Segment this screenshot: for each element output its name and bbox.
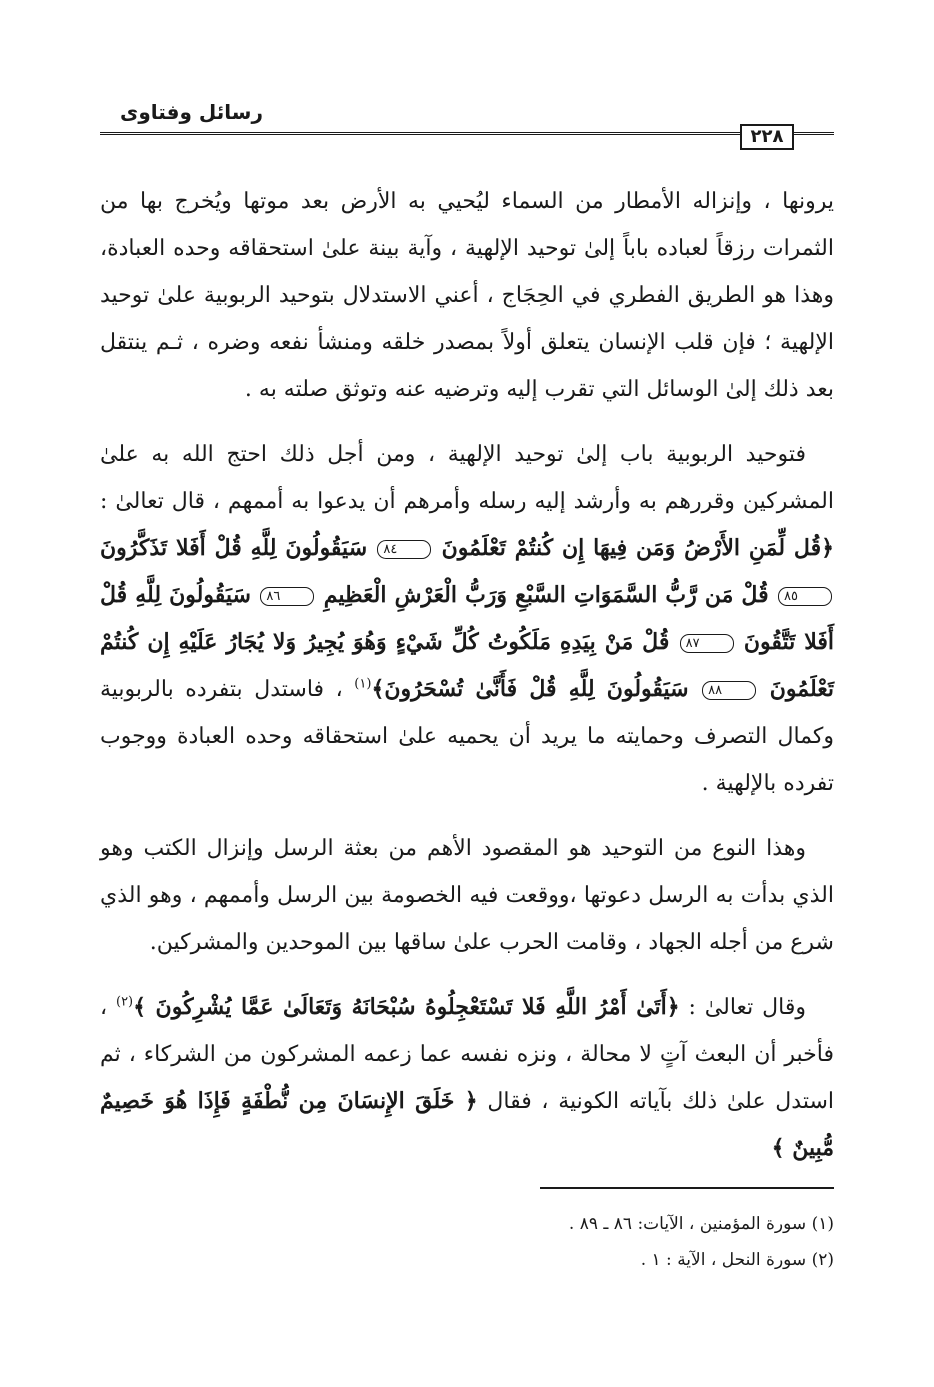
paragraph-3: وهذا النوع من التوحيد هو المقصود الأهم من بعثة الرسل وإنزال الكتب وهو الذي بدأت به الرسل دعوتها ،ووقعت فيه الخصومة بين الرسل وأممهم ، وهو الذي شرع من أجله الجهاد ، وقامت الحرب علىٰ ساقها بين الموحدين والمشركين. [100, 836, 834, 955]
page-number: ٢٢٨ [740, 124, 794, 150]
ayah-number-88: ٨٨ [702, 681, 756, 700]
header-rule-left [100, 132, 740, 135]
ayah-number-87: ٨٧ [680, 634, 734, 653]
quran-verse-1f: سَيَقُولُونَ لِلَّهِ قُلْ فَأَنَّىٰ تُسْحَرُونَ﴾ [371, 676, 689, 702]
paragraph-2-intro: فتوحيد الربوبية باب إلىٰ توحيد الإلهية ، ومن أجل ذلك احتج الله به علىٰ المشركين وقررهم به وأرشد إليه رسله وأمرهم أن يدعوا به أممهم ، قال تعالىٰ : [100, 442, 834, 514]
footnote-separator [540, 1187, 834, 1189]
paragraph-2-outro: ، فاستدل بتفرده بالربوبية وكمال التصرف وحمايته ما يريد أن يحميه علىٰ استحقاقه وحده العبادة ووجوب تفرده بالإلهية . [100, 677, 834, 796]
quran-verse-1e: قُلْ مَنْ بِيَدِهِ مَلَكُوتُ كُلِّ شَيْءٍ وَهُوَ يُجِيرُ وَلا يُجَارُ عَلَيْهِ إِن كُنتُمْ تَعْلَمُونَ [100, 629, 834, 702]
quran-verse-1c: قُلْ مَن رَّبُّ السَّمَوَاتِ السَّبْعِ وَرَبُّ الْعَرْشِ الْعَظِيمِ [323, 582, 769, 608]
footnote-2: (٢) سورة النحل ، الآية : ١ . [640, 1250, 834, 1270]
quran-verse-3: ﴿ خَلَقَ الإِنسَانَ مِن نُّطْفَةٍ فَإِذَا هُوَ خَصِيمٌ مُّبِينٌ ﴾ [100, 1088, 834, 1161]
paragraph-2 [100, 431, 834, 807]
ayah-number-86: ٨٦ [260, 587, 314, 606]
ayah-number-85: ٨٥ [778, 587, 832, 606]
paragraph-1: يرونها ، وإنزاله الأمطار من السماء ليُحيي به الأرض بعد موتها ويُخرج بها من الثمرات رزقاً لعباده باباً إلىٰ توحيد الإلهية ، وآية بينة علىٰ استحقاقه وحده العبادة، وهذا هو الطريق الفطري في الحِجَاج ، أعني الاستدلال بتوحيد الربوبية علىٰ توحيد الإلهية ؛ فإن قلب الإنسان يتعلق أولاً بمصدر خلقه ومنشأ نفعه وضره ، ثـم ينتقل بعد ذلك إلىٰ الوسائل التي تقرب إليه وترضيه عنه وتوثق صلته به . [100, 189, 834, 402]
ayah-number-84: ٨٤ [377, 540, 431, 559]
footnote-ref-2: (٢) [115, 994, 134, 1010]
footnote-1: (١) سورة المؤمنين ، الآيات: ٨٦ ـ ٨٩ . [568, 1214, 834, 1234]
paragraph-4-intro: وقال تعالىٰ : [688, 995, 806, 1020]
quran-verse-1a: ﴿قُل لِّمَنِ الأَرْضُ وَمَن فِيهَا إِن كُنتُمْ تَعْلَمُونَ [441, 535, 835, 561]
quran-verse-2: ﴿أَتَىٰ أَمْرُ اللَّهِ فَلا تَسْتَعْجِلُوهُ سُبْحَانَهُ وَتَعَالَىٰ عَمَّا يُشْرِكُونَ ﴾ [133, 994, 680, 1020]
running-title: رسائل وفتاوى [120, 100, 263, 124]
paragraph-4-middle: ، فأخبر أن البعث آتٍ لا محالة ، ونزه نفسه عما زعمه المشركون من الشركاء ، ثم استدل علىٰ ذلك بآياته الكونية ، فقال [100, 995, 835, 1114]
footnote-ref-1: (١) [354, 676, 372, 692]
paragraph-4 [100, 984, 834, 1172]
footnotes [100, 1206, 834, 1278]
quran-verse-1b: سَيَقُولُونَ لِلَّهِ قُلْ أَفَلا تَذَكَّرُونَ [100, 535, 368, 561]
main-text [100, 178, 834, 1190]
header-rule-right [794, 132, 834, 135]
quran-verse-1d: سَيَقُولُونَ لِلَّهِ قُلْ أَفَلا تَتَّقُونَ [100, 582, 834, 655]
